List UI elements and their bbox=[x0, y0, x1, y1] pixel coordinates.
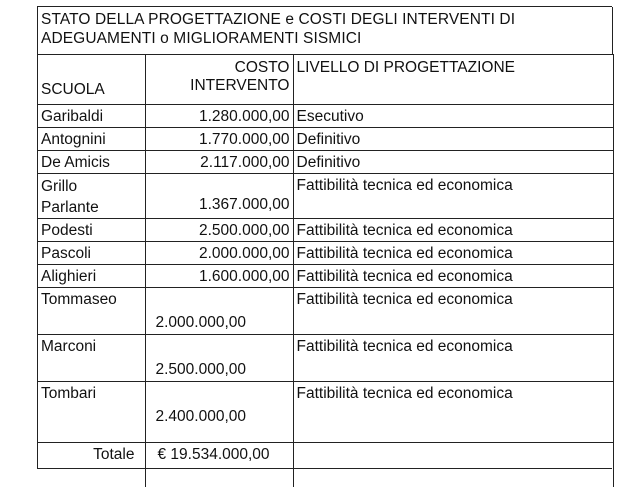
school-cell: Marconi bbox=[41, 338, 97, 355]
school-cell: De Amicis bbox=[41, 154, 110, 171]
school-cell: Podesti bbox=[41, 222, 93, 239]
level-cell: Fattibilità tecnica ed economica bbox=[293, 242, 613, 265]
cost-cell: 2.500.000,00 bbox=[145, 335, 293, 382]
table-row bbox=[38, 219, 613, 242]
header-cost-line-1: COSTO bbox=[234, 59, 290, 76]
school-cell bbox=[38, 174, 145, 219]
cost-cell: 2.400.000,00 bbox=[145, 382, 293, 443]
header-cost-line-2: INTERVENTO bbox=[190, 77, 290, 94]
level-cell: Fattibilità tecnica ed economica bbox=[293, 265, 613, 288]
table-row bbox=[38, 265, 613, 288]
table-row bbox=[38, 335, 613, 382]
table-header-row bbox=[38, 55, 613, 105]
table-row bbox=[38, 151, 613, 174]
level-cell: Fattibilità tecnica ed economica bbox=[293, 382, 613, 443]
table-row bbox=[38, 242, 613, 265]
table-row bbox=[38, 288, 613, 335]
table-row bbox=[38, 105, 613, 128]
school-cell: Tombari bbox=[41, 385, 97, 402]
table-row bbox=[38, 382, 613, 443]
table-row bbox=[38, 128, 613, 151]
table-title-line-2: ADEGUAMENTI o MIGLIORAMENTI SISMICI bbox=[41, 30, 362, 47]
level-cell: Definitivo bbox=[293, 151, 613, 174]
level-cell: Definitivo bbox=[293, 128, 613, 151]
school-cell-line-1: Grillo bbox=[41, 178, 78, 195]
school-cell: Alighieri bbox=[41, 268, 97, 285]
cost-cell: 2.000.000,00 bbox=[145, 242, 293, 265]
cost-cell: 1.770.000,00 bbox=[145, 128, 293, 151]
cost-cell: 1.367.000,00 bbox=[145, 174, 293, 219]
cost-cell: 2.500.000,00 bbox=[145, 219, 293, 242]
cost-table-document bbox=[37, 6, 612, 469]
cost-cell: 2.000.000,00 bbox=[145, 288, 293, 335]
header-cost bbox=[145, 55, 293, 105]
header-level: LIVELLO DI PROGETTAZIONE bbox=[293, 55, 613, 105]
total-value: € 19.534.000,00 bbox=[145, 443, 293, 487]
table-row bbox=[38, 174, 613, 219]
total-level-empty bbox=[293, 443, 613, 487]
level-cell: Fattibilità tecnica ed economica bbox=[293, 219, 613, 242]
school-cell: Pascoli bbox=[41, 245, 91, 262]
level-cell: Fattibilità tecnica ed economica bbox=[293, 335, 613, 382]
level-cell: Esecutivo bbox=[293, 105, 613, 128]
table-title bbox=[38, 7, 613, 54]
interventions-table bbox=[38, 54, 614, 487]
total-label: Totale bbox=[93, 446, 135, 463]
level-cell: Fattibilità tecnica ed economica bbox=[293, 174, 613, 219]
school-cell-line-2: Parlante bbox=[41, 199, 99, 216]
school-cell: Tommaseo bbox=[41, 291, 117, 308]
table-total-row bbox=[38, 443, 613, 487]
level-cell: Fattibilità tecnica ed economica bbox=[293, 288, 613, 335]
cost-cell: 1.280.000,00 bbox=[145, 105, 293, 128]
cost-cell: 1.600.000,00 bbox=[145, 265, 293, 288]
school-cell: Garibaldi bbox=[41, 108, 104, 125]
table-title-line-1: STATO DELLA PROGETTAZIONE e COSTI DEGLI INTERVENTI DI bbox=[41, 11, 516, 28]
header-school: SCUOLA bbox=[41, 81, 105, 98]
school-cell: Antognini bbox=[41, 131, 106, 148]
cost-cell: 2.117.000,00 bbox=[145, 151, 293, 174]
